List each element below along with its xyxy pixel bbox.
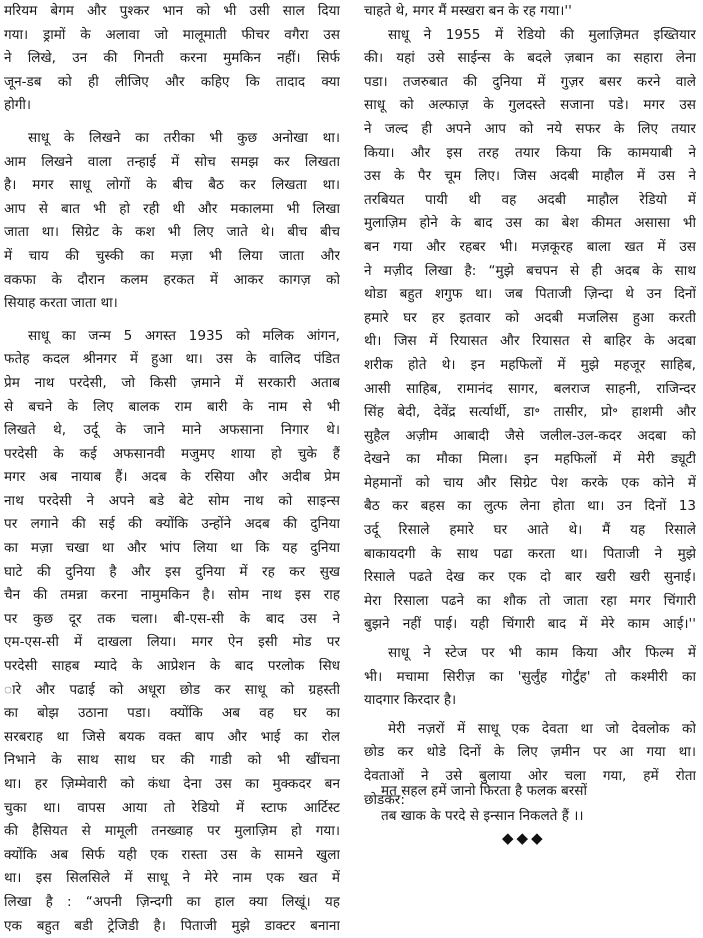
right-column-text-line: उस के पैर चूम लिए। जिस अदबी माहौल में उस ने	[364, 168, 696, 185]
right-column-text-line: बैठ कर बहस का लुत्फ लेना होता था। उन दिनों 13	[364, 498, 696, 515]
right-column-text-line: रिसाले पढते देख कर एक दो बार खरी खरी सुनाई।	[364, 569, 696, 586]
right-column-text-line: बाकायदगी के साथ पढा करता था। पिताजी ने मुझे	[364, 545, 696, 562]
left-column-text-line: का बोझ उठाना पडा। क्योंकि अब वह घर का	[4, 705, 340, 722]
left-column-text-line: घाटे की दुनिया है और इस दुनिया में रह कर सुख	[4, 563, 340, 580]
left-column-text-line: में चाय की चुस्की का मज़ा भी लिया जाता और	[4, 247, 340, 264]
right-column-text-line: साधू ने स्टेज पर भी काम किया और फिल्म में	[388, 645, 696, 662]
right-column-text-line: हमारे घर हर इतवार को अदबी मजलिस हुआ करती	[364, 309, 696, 326]
right-column-text-line: छोड कर थोडे दिनों के लिए ज़मीन पर आ गया था।	[364, 744, 696, 761]
left-column-text-line: प्रेम नाथ परदेसी, जो किसी ज़माने में सरकारी अताब	[4, 374, 340, 391]
right-column-text-line: मेहमानों को चाय और सिग्रेट पेश करके एक कोने में	[364, 474, 696, 491]
right-column-text-line: आसी साहिब, रामानंद सागर, बलराज साहनी, राजिन्दर	[364, 380, 696, 397]
left-column-text-line: साधू के लिखने का तरीका भी कुछ अनोखा था।	[28, 129, 340, 146]
left-column-text-line: साधू का जन्म 5 अगस्त 1935 को मलिक आंगन,	[28, 327, 340, 344]
right-column-text-line: साधू को अल्फाज़ के गुलदस्ते सजाना पडे। मगर उस	[364, 97, 696, 114]
left-column-text-line: ारे और पढाई को अधूरा छोड कर साधू को ग्रहस्ती	[4, 681, 340, 698]
right-column-text-line: किया। और इस तरह तयार किया कि कामयाबी ने	[364, 144, 696, 161]
right-column-text-line: बुझने नहीं पाई। यही चिंगारी बाद में मेरे काम आई।''	[364, 616, 696, 633]
left-column-text-line: से बचने के लिए बालक राम बारी के नाम से भी	[4, 398, 340, 415]
verse-couplet	[364, 779, 696, 829]
left-column-text-line: का मज़ा चखा था और भांप लिया था कि यह दुनिया	[4, 540, 340, 557]
left-column-text-line: मगर अब नायाब हैं। अदब के रसिया और अदीब प्रेम	[4, 469, 340, 486]
right-column-text-line: ने जल्द ही अपने आप को नये सफर के लिए तयार	[364, 120, 696, 137]
left-column-text-line: ने लिखे, उन की गिनती करना मुमकिन नहीं। सिर्फ	[4, 50, 340, 67]
right-column-text-line: उर्दू रिसाले हमारे घर आते थे। मैं यह रिसाले	[364, 522, 696, 539]
left-column-text-line: मरियम बेगम और पुश्कर भान को भी उसी साल दिया	[4, 3, 340, 19]
left-column-text-line: होगी।	[4, 97, 32, 114]
right-column-text-line: सिंह बेदी, देवेंद्र सर्त्यार्थी, डा॰ तासीर, प्रो॰ हाशमी और	[364, 404, 696, 421]
left-column-text-line: लिखा है : “अपनी ज़िन्दगी का हाल क्या लिखूं। यह	[4, 893, 340, 910]
right-column-text-line: देखने का मौका मिला। इन महफिलों में मेरी ड्यूटी	[364, 451, 696, 468]
left-column-text-line: था। हर ज़िम्मेवारी को कंधा देना उस का मुक्कदर बन	[4, 776, 340, 792]
left-column-text-line: सियाह करता जाता था।	[4, 295, 118, 312]
left-column-text-line: नाथ परदेसी ने अपने बडे बेटे सोम नाथ को साइन्स	[4, 492, 340, 509]
left-column-text-line: फतेह कदल श्रीनगर में हुआ था। उस के वालिद पंडित	[4, 351, 340, 368]
right-column-text-line: मुलाज़िम होने के बाद उस का बेश कीमत असासा भी	[364, 215, 696, 232]
right-column-text-line: ने मज़ीद लिखा है: “मुझे बचपन से ही अदब के साथ	[364, 262, 696, 279]
left-column-text-line: सरबराह था जिसे बयक वक्त बाप और भाई का रोल	[4, 728, 340, 745]
right-column-text-line: भी। मचामा सिरीज़ का 'सुर्लुंह गोर्टुंह' तो कश्मीरी का	[364, 668, 696, 685]
right-column-text-line: थोडा बहुत शगुफ था। जब पिताजी ज़िन्दा थे उन दिनों	[364, 286, 696, 303]
right-column-text-line: चाहते थे, मगर मैं मस्खरा बन के रह गया।''	[364, 3, 572, 19]
left-column-text-line: वकफा के दौरान कलम हरकत में आकर कागज़ को	[4, 271, 340, 288]
left-column-text-line: की हैसियत से मामूली तनख्वाह पर मुलाज़िम हो गया।	[4, 823, 340, 840]
left-column-text-line: पर लगाने की सई की क्योंकि उन्होंने अदब की दुनिया	[4, 516, 340, 533]
right-column-text-line: साधू ने 1955 में रेडियो की मुलाज़िमत इख्तियार	[388, 26, 696, 43]
paragraph-gap	[4, 118, 340, 127]
left-column-text-line: था। इस सिलसिले में साधू ने मेरे नाम एक खत में	[4, 870, 340, 887]
right-column-text-line: छोडकर:	[364, 791, 405, 808]
right-column-text-line: शरीक होते थे। इन महफिलों में मुझे महजूर साहिब,	[364, 356, 696, 373]
section-end-ornament: ◆◆◆	[502, 829, 546, 847]
right-column-text-line: देवताओं ने उसे बुलाया ओर चला गया, हमें रोता	[364, 768, 696, 784]
right-column-text-line: की। यहां उसे साईन्स के बदले ज़बान का सहारा लेना	[364, 50, 696, 67]
left-column-text-line: लिखते थे, उर्दू के जाने माने अफसाना निगार थे।	[4, 422, 340, 439]
left-column-text-line: क्योंकि अब सिर्फ यही एक रास्ता उस के सामने खुला	[4, 846, 340, 863]
left-column-text-line: चैन की तमन्ना करना नामुमकिन है। सोम नाथ इस राह	[4, 587, 340, 604]
right-column-text-line: मेरी नज़रों में साधू एक देवता था जो देवलोक को	[388, 720, 696, 737]
left-column-text-line: जून-डब को ही लीजिए और कहिए कि तादाद क्या	[4, 73, 340, 90]
right-column-text-line: यादगार किरदार है।	[364, 692, 457, 709]
right-column-text-line: मेरा रिसाला पढने का शौक तो जाता रहा मगर चिंगारी	[364, 592, 696, 609]
right-column-text-line: थी। जिस में रियासत और रियासत से बाहिर के अदबा	[364, 333, 696, 350]
left-column-text-line: एम-एस-सी में दाखला लिया। मगर ऐन इसी मोड पर	[4, 634, 340, 651]
verse-line-1: मत सहल हमें जानो फिरता है फलक बरसों	[381, 783, 587, 799]
left-column-text-line: आम लिखने वाला तन्हाई में सोच समझ कर लिखता	[4, 153, 340, 170]
right-column-text-line: पडा। तजरुबात की दुनिया में गुज़र बसर करने वाले	[364, 73, 696, 90]
left-column-text-line: जाता था। सिग्रेट के कश भी लिए जाते थे। बीच बीच	[4, 224, 340, 241]
verse-line-2: तब खाक के परदे से इन्सान निकलते हैं ।।	[381, 808, 584, 824]
left-column-text-line: गया। ड्रामों के अलावा जो मालूमाती फीचर वगैरा उस	[4, 26, 340, 43]
left-column-text-line: परदेसी के कई अफसानवी मजुमए शाया हो चुके हैं	[4, 445, 340, 462]
right-column-text-line: बन गया और रहबर भी। मज़कूरह बाला खत में उस	[364, 238, 696, 255]
left-column-text-line: है। मगर साधू लोगों के बीच बैठ कर लिखता था।	[4, 177, 340, 194]
right-column-text-line: तरबियत पायी थी वह अदबी माहौल रेडियो में	[364, 191, 696, 208]
right-column	[364, 0, 696, 824]
left-column-text-line: परदेसी साहब म्यादे के आप्रेशन के बाद परलोक सिध	[4, 658, 340, 675]
left-column	[4, 0, 340, 938]
left-column-text-line: आप से बात भी हो रही थी और मकालमा भी लिखा	[4, 200, 340, 217]
left-column-text-line: एक बहुत बडी ट्रेजिडी है। पिताजी मुझे डाक्टर बनाना	[4, 917, 340, 934]
left-column-text-line: चुका था। वापस आया तो रेडियो में स्टाफ आर्टिस्ट	[4, 799, 340, 816]
right-column-text-line: सुहैल अज़ीम आबादी जैसे जलील-उल-कदर अदबा को	[364, 427, 696, 444]
left-column-text-line: निभाने के साथ साथ घर की गाडी को भी खींचना	[4, 752, 340, 769]
left-column-text-line: पर कुछ दूर तक चला। बी-एस-सी के बाद उस ने	[4, 610, 340, 627]
paragraph-gap	[4, 316, 340, 325]
